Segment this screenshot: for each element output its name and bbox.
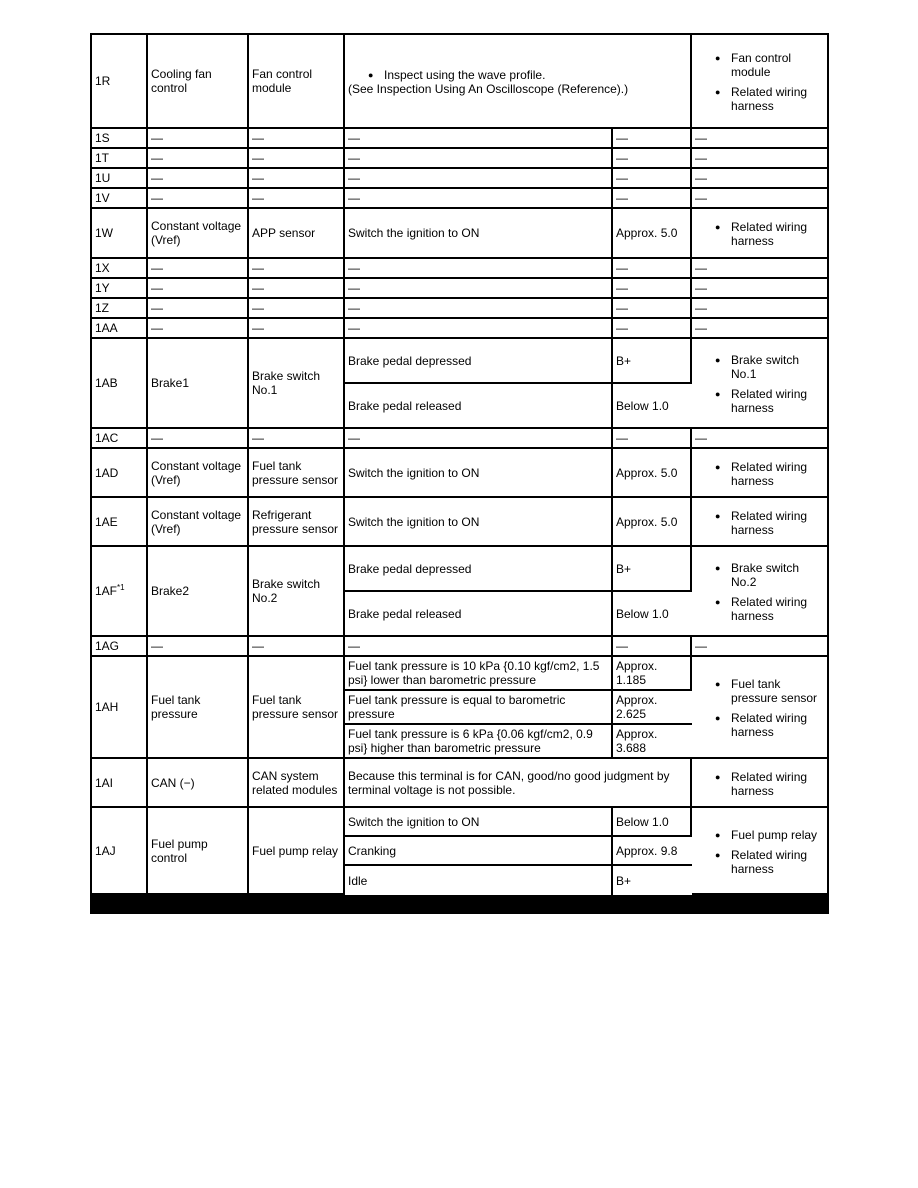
terminal-cell: 1AJ: [92, 808, 148, 895]
voltage-cell: B+: [613, 547, 692, 592]
dash-cell: —: [345, 319, 613, 339]
connected-cell: Fuel tank pressure sensor: [249, 449, 345, 498]
signal-cell: Constant voltage (Vref): [148, 449, 249, 498]
dash-cell: —: [692, 319, 827, 339]
cause-item: ● Fan control module: [695, 51, 824, 79]
condition-cell: Brake pedal released: [345, 592, 613, 637]
signal-cell: Constant voltage (Vref): [148, 498, 249, 547]
terminal-cell: 1U: [92, 169, 148, 189]
cause-item: ● Related wiring harness: [695, 85, 824, 113]
table-row: [92, 339, 827, 384]
cause-item: ● Related wiring harness: [695, 770, 824, 798]
table-row: [92, 759, 827, 808]
connected-cell: Fan control module: [249, 35, 345, 129]
dash-cell: —: [613, 279, 692, 299]
dash-cell: —: [148, 637, 249, 657]
dash-cell: —: [613, 319, 692, 339]
terminal-cell: 1V: [92, 189, 148, 209]
dash-cell: —: [249, 637, 345, 657]
dash-cell: —: [148, 319, 249, 339]
condition-cell: Fuel tank pressure is 10 kPa {0.10 kgf/cm2, 1.5 psi} lower than barometric pressure: [345, 657, 613, 691]
dash-cell: —: [613, 169, 692, 189]
inspect-bullet: ● Inspect using the wave profile.: [348, 68, 687, 82]
table-row: [92, 279, 827, 299]
dash-cell: —: [249, 429, 345, 449]
terminal-cell: 1S: [92, 129, 148, 149]
dash-cell: —: [345, 637, 613, 657]
dash-cell: —: [148, 169, 249, 189]
terminal-cell: 1W: [92, 209, 148, 259]
dash-cell: —: [148, 299, 249, 319]
dash-cell: —: [345, 279, 613, 299]
dash-cell: —: [249, 319, 345, 339]
causes-cell: [692, 339, 827, 429]
dash-cell: —: [692, 149, 827, 169]
terminal-voltage-table: [92, 35, 827, 895]
condition-cell: Switch the ignition to ON: [345, 209, 613, 259]
table-row: [92, 189, 827, 209]
voltage-cell: Approx. 1.185: [613, 657, 692, 691]
inspection-cell: [345, 35, 692, 129]
table-row: [92, 259, 827, 279]
voltage-cell: B+: [616, 873, 632, 888]
signal-cell: Fuel tank pressure: [148, 657, 249, 759]
dash-cell: —: [148, 279, 249, 299]
dash-cell: —: [692, 637, 827, 657]
voltage-cell: Approx. 5.0: [613, 449, 692, 498]
causes-cell: [692, 209, 827, 259]
causes-cell: [692, 759, 827, 808]
table-row: [92, 149, 827, 169]
dash-cell: —: [692, 189, 827, 209]
terminal-cell: 1AA: [92, 319, 148, 339]
terminal-cell: 1AI: [92, 759, 148, 808]
causes-cell: [692, 547, 827, 637]
dash-cell: —: [148, 429, 249, 449]
terminal-label: 1AF: [95, 584, 118, 598]
condition-cell: Switch the ignition to ON: [345, 498, 613, 547]
terminal-cell: [92, 547, 148, 637]
dash-cell: —: [249, 189, 345, 209]
signal-cell: Brake1: [148, 339, 249, 429]
dash-cell: —: [249, 279, 345, 299]
voltage-cell: B+: [613, 339, 692, 384]
connected-cell: Brake switch No.2: [249, 547, 345, 637]
terminal-cell: 1AB: [92, 339, 148, 429]
voltage-cell: Approx. 5.0: [613, 498, 692, 547]
causes-cell: [692, 657, 827, 759]
table-row: [92, 547, 827, 592]
dash-cell: —: [345, 149, 613, 169]
dash-cell: —: [613, 189, 692, 209]
dash-cell: —: [345, 169, 613, 189]
dash-cell: —: [249, 129, 345, 149]
dash-cell: —: [345, 189, 613, 209]
dash-cell: —: [692, 429, 827, 449]
connected-cell: Brake switch No.1: [249, 339, 345, 429]
dash-cell: —: [692, 169, 827, 189]
voltage-cell: Below 1.0: [613, 808, 692, 837]
dash-cell: —: [692, 129, 827, 149]
dash-cell: —: [148, 259, 249, 279]
cause-item: ● Related wiring harness: [695, 848, 824, 876]
signal-cell: Cooling fan control: [148, 35, 249, 129]
footnote-marker: *1: [117, 583, 125, 592]
terminal-cell: 1Y: [92, 279, 148, 299]
terminal-cell: 1T: [92, 149, 148, 169]
connected-cell: Fuel tank pressure sensor: [249, 657, 345, 759]
dash-cell: —: [249, 259, 345, 279]
dash-cell: —: [345, 429, 613, 449]
connected-cell: APP sensor: [249, 209, 345, 259]
table-row: [92, 319, 827, 339]
cause-item: ● Related wiring harness: [695, 460, 824, 488]
signal-cell: Brake2: [148, 547, 249, 637]
table-row: [92, 169, 827, 189]
dash-cell: —: [613, 149, 692, 169]
condition-cell: Switch the ignition to ON: [345, 808, 613, 837]
dash-cell: —: [148, 149, 249, 169]
table-row: [92, 808, 827, 837]
condition-cell: Brake pedal depressed: [345, 339, 613, 384]
voltage-cell: Below 1.0: [613, 384, 692, 429]
condition-cell: Idle: [345, 866, 613, 895]
terminal-cell: 1AD: [92, 449, 148, 498]
connected-cell: Fuel pump relay: [249, 808, 345, 895]
dash-cell: —: [692, 259, 827, 279]
cause-item: ● Brake switch No.1: [695, 353, 824, 381]
voltage-cell: Approx. 3.688: [613, 725, 692, 759]
connected-cell: Refrigerant pressure sensor: [249, 498, 345, 547]
causes-cell: [692, 498, 827, 547]
cause-item: ● Related wiring harness: [695, 509, 824, 537]
cause-item: ● Related wiring harness: [695, 711, 824, 739]
terminal-cell: 1X: [92, 259, 148, 279]
table-row: [92, 209, 827, 259]
condition-cell: Brake pedal released: [345, 384, 613, 429]
cause-item: ● Related wiring harness: [695, 595, 824, 623]
voltage-cell: Approx. 2.625: [613, 691, 692, 725]
terminal-cell: 1AH: [92, 657, 148, 759]
dash-cell: —: [249, 169, 345, 189]
condition-cell: Fuel tank pressure is 6 kPa {0.06 kgf/cm2, 0.9 psi} higher than barometric pressure: [345, 725, 613, 759]
cause-item: ● Related wiring harness: [695, 220, 824, 248]
table-row: [92, 498, 827, 547]
table-row: [92, 299, 827, 319]
condition-cell: Switch the ignition to ON: [345, 449, 613, 498]
voltage-cell: Below 1.0: [613, 592, 692, 637]
dash-cell: —: [613, 429, 692, 449]
dash-cell: —: [613, 637, 692, 657]
terminal-cell: 1R: [92, 35, 148, 129]
dash-cell: —: [692, 299, 827, 319]
inspect-note: (See Inspection Using An Oscilloscope (Reference).): [348, 82, 629, 96]
dash-cell: —: [148, 189, 249, 209]
terminal-cell: 1Z: [92, 299, 148, 319]
condition-cell: Cranking: [345, 837, 613, 866]
dash-cell: —: [613, 129, 692, 149]
causes-cell: [692, 808, 827, 895]
causes-cell: [692, 449, 827, 498]
dash-cell: —: [345, 129, 613, 149]
voltage-cell: Approx. 9.8: [613, 837, 692, 866]
cause-item: ● Fuel pump relay: [695, 828, 824, 842]
table-row: [92, 129, 827, 149]
signal-cell: Constant voltage (Vref): [148, 209, 249, 259]
signal-cell: CAN (−): [148, 759, 249, 808]
condition-cell: Because this terminal is for CAN, good/no good judgment by terminal voltage is not possible.: [345, 759, 692, 808]
dash-cell: —: [613, 259, 692, 279]
terminal-cell: 1AG: [92, 637, 148, 657]
connected-cell: CAN system related modules: [249, 759, 345, 808]
dash-cell: —: [249, 299, 345, 319]
table-row: [92, 35, 827, 129]
dash-cell: —: [249, 149, 345, 169]
dash-cell: —: [613, 299, 692, 319]
condition-cell: Fuel tank pressure is equal to barometric pressure: [345, 691, 613, 725]
table-row: [92, 449, 827, 498]
table-row: [92, 637, 827, 657]
condition-cell: Brake pedal depressed: [345, 547, 613, 592]
cause-item: ● Related wiring harness: [695, 387, 824, 415]
causes-cell: [692, 35, 827, 129]
dash-cell: —: [345, 299, 613, 319]
signal-cell: Fuel pump control: [148, 808, 249, 895]
table-row: [92, 657, 827, 691]
cause-item: ● Brake switch No.2: [695, 561, 824, 589]
cause-item: ● Fuel tank pressure sensor: [695, 677, 824, 705]
dash-cell: —: [692, 279, 827, 299]
dash-cell: —: [148, 129, 249, 149]
terminal-cell: 1AE: [92, 498, 148, 547]
dash-cell: —: [345, 259, 613, 279]
voltage-cell: Approx. 5.0: [613, 209, 692, 259]
terminal-cell: 1AC: [92, 429, 148, 449]
table-row: [92, 429, 827, 449]
